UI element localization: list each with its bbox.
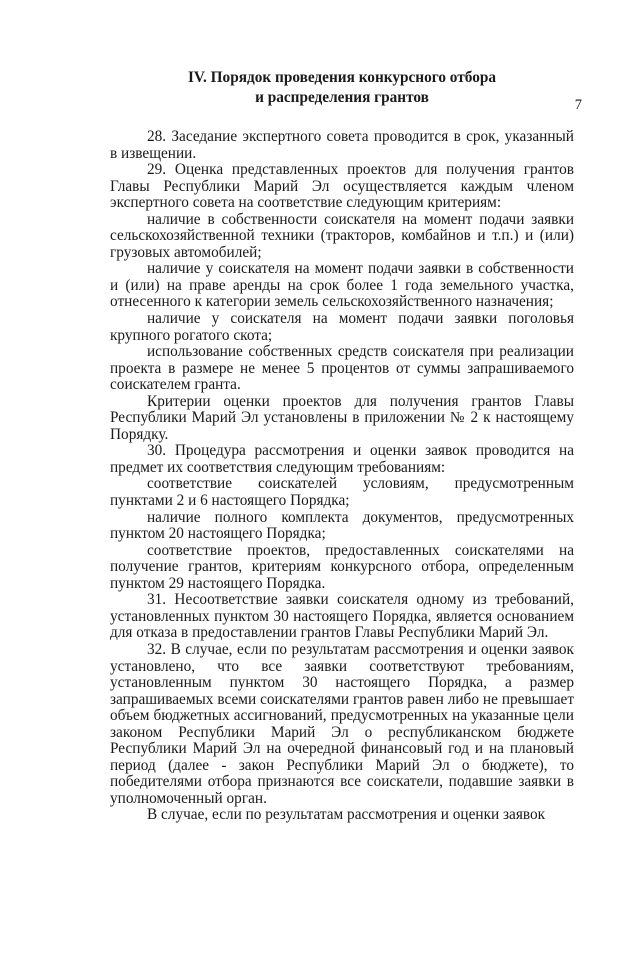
page-number: 7 (574, 97, 582, 113)
section-heading-line-2: и распределения грантов (255, 88, 429, 106)
section-heading (110, 68, 574, 107)
document-body (110, 129, 574, 824)
paragraph-32: 32. В случае, если по результатам рассмотрения и оценки заявок установлено, что все заявки соответствуют требованиям, установленным пунктом 30 настоящего Порядка, а размер запрашиваемых всеми соискателями грантов равен либо не превышает объем бюджетных ассигнований, предусмотренных на указанные цели законом Республики Марий Эл о республиканском бюджете Республики Марий Эл на очередной финансовый год и на плановый период (далее - закон Республики Марий Эл о бюджете), то победителями отбора признаются все соискатели, подавшие заявки в уполномоченный орган. (110, 640, 574, 807)
paragraph-29: 29. Оценка представленных проектов для получения грантов Главы Республики Марий Эл осуществляется каждым членом экспертного совета на соответствие следующим критериям: (110, 161, 574, 212)
paragraph-continuation: В случае, если по результатам рассмотрения и оценки заявок (147, 806, 546, 824)
requirement-conditions: соответствие соискателей условиям, предусмотренным пунктами 2 и 6 настоящего Порядка; (110, 475, 574, 510)
requirement-criteria: соответствие проектов, предоставленных соискателями на получение грантов, критериям конкурсного отбора, определенным пунктом 29 настоящего Порядка. (110, 541, 574, 592)
requirement-documents: наличие полного комплекта документов, предусмотренных пунктом 20 настоящего Порядка; (110, 508, 574, 543)
criterion-machinery: наличие в собственности соискателя на момент подачи заявки сельскохозяйственной техники (тракторов, комбайнов и т.п.) и (или) грузовых автомобилей; (110, 210, 574, 261)
document-page (0, 68, 640, 973)
paragraph-28: 28. Заседание экспертного совета проводится в срок, указанный в извещении. (110, 128, 574, 162)
criterion-own-funds: использование собственных средств соискателя при реализации проекта в размере не менее 5 процентов от суммы запрашиваемого соискателем гранта. (110, 343, 574, 394)
paragraph-30: 30. Процедура рассмотрения и оценки заявок проводится на предмет их соответствия следующим требованиям: (110, 442, 574, 476)
paragraph-31: 31. Несоответствие заявки соискателя одному из требований, установленных пунктом 30 настоящего Порядка, является основанием для отказа в предоставлении грантов Главы Республики Марий Эл. (110, 591, 574, 642)
section-heading-line-1: IV. Порядок проведения конкурсного отбора (187, 69, 497, 86)
criterion-land-plot: наличие у соискателя на момент подачи заявки в собственности и (или) на праве аренды на срок более 1 года земельного участка, отнесенного к категории земель сельскохозяйственного назначения; (110, 260, 574, 311)
criterion-cattle: наличие у соискателя на момент подачи заявки поголовья крупного рогатого скота; (110, 310, 574, 344)
criteria-reference: Критерии оценки проектов для получения грантов Главы Республики Марий Эл установлены в приложении № 2 к настоящему Порядку. (110, 392, 574, 443)
